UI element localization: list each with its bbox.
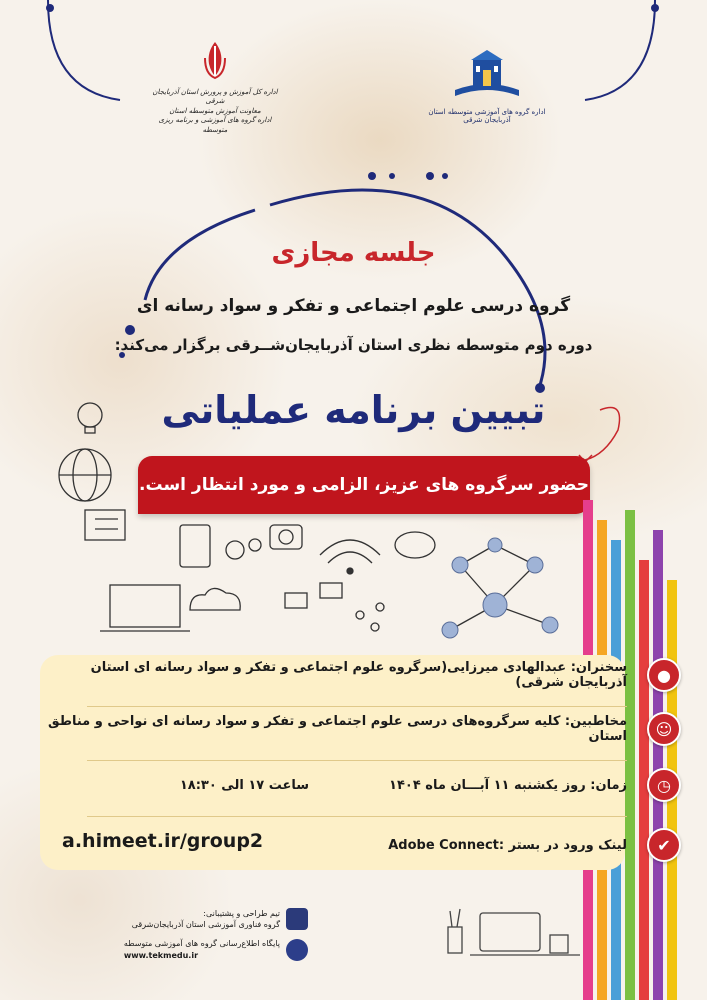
team-name: گروه فناوری آموزشی استان آذربایجان‌شرقی: [131, 920, 280, 930]
tech-doodles: [30, 395, 590, 645]
org-line-2: معاونت آموزش متوسطه استان: [169, 106, 261, 115]
time-row: [47, 764, 627, 806]
date-text: زمان: روز یکشنبه ۱۱ آبـــان ماه ۱۴۰۴: [389, 777, 627, 793]
speaker-text: سخنران: عبدالهادی میرزایی(سرگروه علوم اجتماعی و تفکر و سواد رسانه ای استان آذربایجان شرقی): [90, 660, 627, 690]
meeting-link[interactable]: a.himeet.ir/group2: [62, 830, 264, 852]
site-url[interactable]: www.tekmedu.ir: [123, 950, 199, 960]
divider: [87, 706, 627, 707]
team-label: تیم طراحی و پشتیبانی:: [203, 909, 280, 918]
audience-icon: ☺: [647, 712, 681, 746]
time-text: ساعت ۱۷ الی ۱۸:۳۰: [179, 777, 310, 793]
link-icon: ✔: [647, 828, 681, 862]
event-group: گروه درسی علوم اجتماعی و تفکر و سواد رسانه ای: [136, 296, 571, 316]
org-line-1: اداره کل آموزش و پرورش استان آذربایجان شرقی: [152, 88, 278, 106]
footer: [48, 908, 308, 969]
audience-row: [47, 708, 627, 750]
divider: [87, 816, 627, 817]
team-logo-icon: [286, 908, 308, 930]
globe-icon: [286, 939, 308, 961]
org-logo-left: [150, 40, 280, 135]
org-logo-right: [427, 48, 547, 125]
national-emblem-icon: [201, 40, 229, 80]
audience-text: مخاطبین: کلیه سرگروه‌های درسی علوم اجتماعی و تفکر و سواد رسانه ای نواحی و مناطق استان: [48, 714, 627, 744]
book-building-icon: [451, 48, 523, 100]
event-type: جلسه مجازی: [271, 238, 436, 268]
speaker-row: [47, 654, 627, 696]
desk-illustration: [440, 905, 590, 965]
banner-text: حضور سرگروه های عزیز، الزامی و مورد انتظار است.: [139, 475, 589, 495]
event-headline: تبیین برنامه عملیاتی: [161, 388, 546, 432]
org-name-right: اداره گروه های آموزشی متوسطه استان آذربایجان شرقی: [428, 108, 546, 125]
speaker-icon: ●: [647, 658, 681, 692]
link-label: لینک ورود در بستر :Adobe Connect: [388, 837, 627, 853]
site-label: پایگاه اطلاع‌رسانی گروه های آموزشی متوسطه: [123, 939, 280, 949]
event-organizer: دوره دوم متوسطه نظری استان آذربایجان‌شــرقی برگزار می‌کند:: [114, 336, 593, 354]
clock-icon: ◷: [647, 768, 681, 802]
org-line-3: اداره گروه های آموزشی و برنامه ریزی متوسطه: [158, 116, 272, 134]
divider: [87, 760, 627, 761]
